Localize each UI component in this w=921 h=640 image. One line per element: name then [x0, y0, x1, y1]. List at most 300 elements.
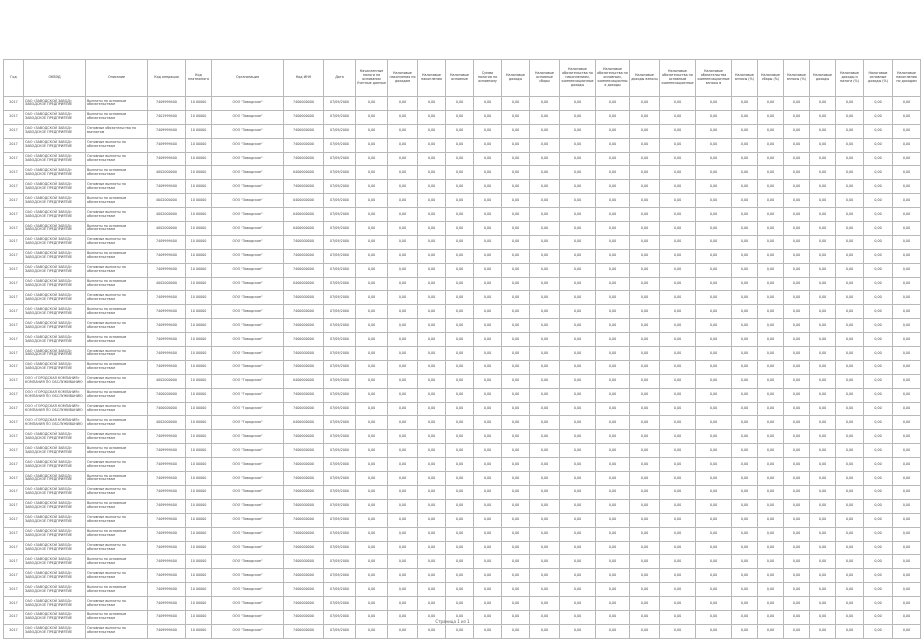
table-cell: 0,00	[530, 194, 560, 208]
table-cell: 0,00	[758, 277, 784, 291]
table-row	[4, 277, 921, 291]
table-cell: ООО "Заводское"	[212, 597, 284, 611]
table-cell: 0,00	[836, 485, 864, 499]
column-header: Налоговые обязательства по накоплениям, компенсационные доходы	[560, 60, 596, 97]
table-cell: Основные выплаты по обязательствам	[86, 402, 148, 416]
table-cell: ОАО «ЗАВОДСКОЙ ЗАВОД» ЗАВОДСКОЕ ПРЕДПРИЯТИЕ	[24, 347, 86, 361]
table-cell: 2017	[4, 610, 24, 624]
table-cell: 0,00	[630, 319, 660, 333]
table-cell: 0,00	[418, 333, 446, 347]
table-cell: ООО "Заводское"	[212, 305, 284, 319]
table-row	[4, 97, 921, 111]
table-cell: 0,00	[530, 430, 560, 444]
table-cell: 7400000000	[284, 249, 324, 263]
table-cell: 0,00	[784, 124, 810, 138]
table-cell: 0,00	[758, 333, 784, 347]
tax-report-table	[3, 59, 921, 639]
table-cell: 7409999400	[148, 583, 186, 597]
table-cell: 0,00	[864, 444, 893, 458]
table-cell: 0,00	[660, 569, 696, 583]
table-cell: ООО "Заводское"	[212, 110, 284, 124]
table-cell: 0,00	[388, 249, 418, 263]
table-cell: 2017	[4, 97, 24, 111]
table-cell: 0,00	[696, 527, 732, 541]
table-cell: 0,00	[630, 374, 660, 388]
table-cell: 0,00	[784, 97, 810, 111]
table-cell: 0400000000	[284, 194, 324, 208]
table-cell: 0,00	[418, 110, 446, 124]
table-cell: 0,00	[893, 485, 921, 499]
table-cell: ОАО «ЗАВОДСКОЙ ЗАВОД» ЗАВОДСКОЕ ПРЕДПРИЯТИЕ	[24, 291, 86, 305]
table-cell: 0,00	[446, 610, 474, 624]
table-cell: 0,00	[560, 110, 596, 124]
table-cell: 0,00	[502, 402, 530, 416]
table-cell: 0,00	[784, 444, 810, 458]
table-cell: 0,00	[530, 305, 560, 319]
table-cell: ООО "Заводское"	[212, 583, 284, 597]
table-cell: 0,00	[530, 208, 560, 222]
table-cell: 0,00	[660, 110, 696, 124]
table-cell: 0,00	[660, 166, 696, 180]
table-cell: 10 00000	[186, 277, 212, 291]
table-cell: 0,00	[758, 583, 784, 597]
table-cell: 0,00	[502, 319, 530, 333]
table-cell: 10 00000	[186, 458, 212, 472]
table-cell: 0,00	[660, 333, 696, 347]
table-cell: 0,00	[784, 485, 810, 499]
table-cell: 0,00	[660, 541, 696, 555]
table-cell: 0,00	[596, 402, 630, 416]
column-header: Налоговые доходы	[502, 60, 530, 97]
table-cell: 0,00	[502, 360, 530, 374]
table-cell: 0,00	[474, 166, 502, 180]
table-cell: 0,00	[530, 472, 560, 486]
table-cell: 0,00	[560, 360, 596, 374]
table-cell: 0,00	[660, 222, 696, 236]
table-cell: 0,00	[696, 110, 732, 124]
table-cell: 10 00000	[186, 152, 212, 166]
table-cell: Выплаты по основным обязательствам	[86, 110, 148, 124]
table-cell: 0,00	[810, 138, 836, 152]
table-cell: 0,00	[732, 235, 758, 249]
table-cell: 0,00	[660, 416, 696, 430]
table-cell: 0,00	[530, 249, 560, 263]
table-cell: Выплаты по основным обязательствам	[86, 222, 148, 236]
table-cell: 0,00	[630, 124, 660, 138]
table-cell: ООО "Заводское"	[212, 485, 284, 499]
table-cell: 0,00	[474, 180, 502, 194]
table-cell: 7400000000	[284, 291, 324, 305]
table-cell: 0,00	[446, 360, 474, 374]
table-cell: 7409999400	[148, 499, 186, 513]
table-cell: 0,00	[784, 555, 810, 569]
table-cell: 0,00	[660, 263, 696, 277]
table-cell: 2017	[4, 333, 24, 347]
table-cell: 0,00	[418, 208, 446, 222]
table-cell: Основные выплаты по обязательствам	[86, 458, 148, 472]
table-cell: ООО "Заводское"	[212, 124, 284, 138]
table-cell: 0,00	[502, 97, 530, 111]
table-cell: 0,00	[418, 485, 446, 499]
table-cell: 07/09/2000	[324, 291, 356, 305]
table-cell: 0,00	[732, 138, 758, 152]
table-cell: 7409999400	[148, 124, 186, 138]
table-cell: 0,00	[560, 180, 596, 194]
table-cell: 0,00	[560, 277, 596, 291]
table-cell: 0,00	[893, 222, 921, 236]
table-cell: 0,00	[784, 194, 810, 208]
table-cell: 0,00	[784, 138, 810, 152]
table-cell: 0,00	[596, 610, 630, 624]
table-cell: 10 00000	[186, 402, 212, 416]
table-cell: 0,00	[356, 291, 388, 305]
table-cell: 0,00	[560, 624, 596, 638]
table-cell: ОАО «ЗАВОДСКОЙ ЗАВОД» ЗАВОДСКОЕ ПРЕДПРИЯТИЕ	[24, 124, 86, 138]
table-cell: 0,00	[446, 333, 474, 347]
table-cell: 0,00	[388, 319, 418, 333]
table-cell: Выплаты по основным обязательствам	[86, 277, 148, 291]
table-cell: 0,00	[446, 138, 474, 152]
table-cell: 0,00	[418, 152, 446, 166]
table-cell: 0,00	[502, 277, 530, 291]
table-cell: 7409999400	[148, 347, 186, 361]
table-cell: 0400000000	[284, 208, 324, 222]
table-cell: 0,00	[696, 374, 732, 388]
table-cell: 0,00	[474, 124, 502, 138]
table-cell: 0,00	[836, 138, 864, 152]
table-cell: 0,00	[696, 277, 732, 291]
table-cell: 0,00	[388, 374, 418, 388]
table-row	[4, 208, 921, 222]
table-cell: 7409999400	[148, 333, 186, 347]
table-cell: 0,00	[630, 138, 660, 152]
table-cell: Выплаты по основным обязательствам	[86, 499, 148, 513]
table-cell: 0400000000	[284, 374, 324, 388]
table-cell: 0,00	[732, 458, 758, 472]
column-header: Год	[4, 60, 24, 97]
table-cell: 7409999400	[148, 249, 186, 263]
table-cell: 0,00	[530, 402, 560, 416]
table-cell: 0,00	[864, 583, 893, 597]
table-cell: 0,00	[474, 319, 502, 333]
column-header: Налоговые накопления по доходам	[388, 60, 418, 97]
table-cell: 0,00	[530, 152, 560, 166]
table-cell: 0,00	[732, 388, 758, 402]
table-cell: 0,00	[630, 499, 660, 513]
table-cell: 0,00	[810, 110, 836, 124]
table-cell: 0,00	[864, 499, 893, 513]
table-cell: Основные выплаты по обязательствам	[86, 597, 148, 611]
table-cell: 0,00	[630, 458, 660, 472]
table-cell: 7409999400	[148, 319, 186, 333]
table-cell: 0,00	[864, 513, 893, 527]
table-cell: ОАО «ЗАВОДСКОЙ ЗАВОД» ЗАВОДСКОЕ ПРЕДПРИЯТИЕ	[24, 166, 86, 180]
table-cell: 10 00000	[186, 347, 212, 361]
table-cell: 0,00	[418, 263, 446, 277]
table-cell: 0,00	[864, 541, 893, 555]
table-cell: 0,00	[388, 499, 418, 513]
table-cell: ООО "Заводское"	[212, 138, 284, 152]
table-cell: 0,00	[356, 555, 388, 569]
table-cell: 0,00	[560, 305, 596, 319]
table-cell: 0,00	[732, 152, 758, 166]
table-cell: 0,00	[864, 569, 893, 583]
table-cell: Основные выплаты по обязательствам	[86, 319, 148, 333]
table-cell: 0,00	[696, 472, 732, 486]
table-cell: 0,00	[530, 610, 560, 624]
table-cell: 0,00	[810, 277, 836, 291]
table-cell: ООО "Городская"	[212, 402, 284, 416]
table-cell: 0,00	[530, 97, 560, 111]
table-cell: 0,00	[474, 222, 502, 236]
table-cell: 7409999400	[148, 485, 186, 499]
table-cell: 0,00	[502, 458, 530, 472]
table-cell: 0,00	[446, 444, 474, 458]
table-cell: 0,00	[836, 180, 864, 194]
table-cell: 0,00	[418, 444, 446, 458]
table-cell: 0,00	[630, 235, 660, 249]
table-cell: 0,00	[758, 249, 784, 263]
table-cell: 0,00	[474, 416, 502, 430]
table-cell: 0,00	[893, 124, 921, 138]
table-cell: 0,00	[356, 97, 388, 111]
table-cell: 0,00	[356, 152, 388, 166]
table-cell: 0,00	[836, 319, 864, 333]
table-cell: 0,00	[418, 124, 446, 138]
table-cell: 0,00	[530, 277, 560, 291]
table-cell: 0,00	[696, 138, 732, 152]
table-cell: 0,00	[810, 527, 836, 541]
table-cell: 0,00	[560, 458, 596, 472]
table-cell: 0,00	[836, 222, 864, 236]
table-cell: 0,00	[784, 249, 810, 263]
table-cell: 0,00	[596, 499, 630, 513]
table-cell: 0,00	[356, 208, 388, 222]
table-cell: 0,00	[836, 513, 864, 527]
table-cell: 7409999400	[148, 263, 186, 277]
table-cell: 2017	[4, 360, 24, 374]
table-cell: ОАО «ЗАВОДСКОЙ ЗАВОД» ЗАВОДСКОЕ ПРЕДПРИЯТИЕ	[24, 110, 86, 124]
table-cell: 0,00	[418, 138, 446, 152]
table-cell: 0,00	[474, 569, 502, 583]
table-cell: 0,00	[630, 347, 660, 361]
table-cell: 0,00	[356, 541, 388, 555]
table-cell: 7409999400	[148, 305, 186, 319]
table-cell: 0,00	[418, 305, 446, 319]
table-cell: 0,00	[758, 222, 784, 236]
table-cell: Основные выплаты по обязательствам	[86, 624, 148, 638]
table-cell: 0,00	[660, 138, 696, 152]
table-cell: 0,00	[864, 180, 893, 194]
table-cell: 0,00	[596, 277, 630, 291]
table-cell: 0,00	[660, 97, 696, 111]
table-cell: 7400000000	[284, 402, 324, 416]
table-cell: ООО «ГОРОДСКАЯ КОМПАНИЯ» КОМПАНИЯ ПО ОБСЛУЖИВАНИЮ	[24, 402, 86, 416]
table-cell: 0,00	[418, 180, 446, 194]
table-cell: 0,00	[446, 624, 474, 638]
table-cell: Основные выплаты по обязательствам	[86, 180, 148, 194]
table-cell: 0,00	[388, 235, 418, 249]
table-cell: Выплаты по основным обязательствам	[86, 472, 148, 486]
table-cell: 0,00	[502, 583, 530, 597]
table-cell: Основные выплаты по обязательствам	[86, 374, 148, 388]
table-cell: 0,00	[864, 416, 893, 430]
table-cell: 0,00	[810, 97, 836, 111]
table-cell: 0,00	[696, 333, 732, 347]
table-cell: 10 00000	[186, 124, 212, 138]
table-cell: 10 00000	[186, 513, 212, 527]
table-cell: 0,00	[502, 555, 530, 569]
table-cell: ОАО «ЗАВОДСКОЙ ЗАВОД» ЗАВОДСКОЕ ПРЕДПРИЯТИЕ	[24, 222, 86, 236]
table-cell: 7400000000	[284, 597, 324, 611]
table-cell: 0,00	[732, 541, 758, 555]
table-cell: 0,00	[732, 597, 758, 611]
table-cell: 0,00	[893, 583, 921, 597]
table-cell: 0,00	[864, 222, 893, 236]
table-cell: 0,00	[810, 305, 836, 319]
table-cell: 0,00	[388, 513, 418, 527]
table-cell: 0,00	[502, 374, 530, 388]
table-cell: ОАО «ЗАВОДСКОЙ ЗАВОД» ЗАВОДСКОЕ ПРЕДПРИЯТИЕ	[24, 360, 86, 374]
table-cell: 0,00	[596, 152, 630, 166]
table-cell: 10 00000	[186, 263, 212, 277]
table-cell: 10 00000	[186, 555, 212, 569]
table-cell: 0,00	[630, 444, 660, 458]
table-cell: 0,00	[388, 360, 418, 374]
table-cell: 0,00	[502, 513, 530, 527]
table-cell: 0,00	[836, 110, 864, 124]
table-cell: 0,00	[474, 333, 502, 347]
table-cell: 0,00	[758, 152, 784, 166]
table-cell: 0,00	[474, 444, 502, 458]
table-cell: 0,00	[784, 569, 810, 583]
table-cell: 0,00	[893, 138, 921, 152]
table-cell: 0,00	[810, 194, 836, 208]
table-cell: 10 00000	[186, 430, 212, 444]
table-cell: 0,00	[810, 541, 836, 555]
table-cell: 0,00	[696, 319, 732, 333]
table-cell: 0,00	[660, 610, 696, 624]
table-cell: 0,00	[388, 485, 418, 499]
table-cell: 0,00	[388, 527, 418, 541]
table-cell: 0,00	[474, 541, 502, 555]
table-cell: 0,00	[446, 416, 474, 430]
table-cell: 0,00	[893, 430, 921, 444]
table-cell: 0,00	[696, 152, 732, 166]
table-cell: 0,00	[418, 194, 446, 208]
table-cell: 0,00	[810, 555, 836, 569]
table-cell: 7400000000	[284, 180, 324, 194]
table-cell: 0,00	[696, 291, 732, 305]
table-cell: 0,00	[530, 166, 560, 180]
table-cell: 0,00	[784, 277, 810, 291]
table-cell: 0,00	[810, 416, 836, 430]
table-cell: 10 00000	[186, 610, 212, 624]
table-cell: 0,00	[630, 541, 660, 555]
table-cell: 0,00	[388, 347, 418, 361]
table-cell: 0,00	[446, 347, 474, 361]
table-cell: 0,00	[502, 541, 530, 555]
table-row	[4, 305, 921, 319]
table-cell: 0,00	[758, 319, 784, 333]
table-cell: 7409999400	[148, 513, 186, 527]
table-cell: 0,00	[530, 444, 560, 458]
table-cell: 0,00	[388, 444, 418, 458]
table-cell: 0,00	[784, 222, 810, 236]
table-cell: 0,00	[893, 388, 921, 402]
table-cell: 0,00	[356, 624, 388, 638]
table-cell: 2017	[4, 416, 24, 430]
table-cell: 0,00	[810, 430, 836, 444]
table-row	[4, 444, 921, 458]
table-cell: 0,00	[836, 583, 864, 597]
column-header: Налоговые обязательства компенсационные взносы в	[696, 60, 732, 97]
column-header: Налоговые накопления по доходам	[893, 60, 921, 97]
table-row	[4, 527, 921, 541]
table-cell: 0,00	[810, 333, 836, 347]
table-cell: 0,00	[388, 138, 418, 152]
table-cell: Выплаты по основным обязательствам	[86, 360, 148, 374]
table-cell: 07/09/2000	[324, 305, 356, 319]
table-cell: 0,00	[596, 166, 630, 180]
table-cell: 0,00	[418, 541, 446, 555]
column-header: Налоговые доходы и налоги (%)	[836, 60, 864, 97]
table-cell: 0,00	[732, 180, 758, 194]
table-cell: 0,00	[446, 541, 474, 555]
table-cell: 0,00	[596, 305, 630, 319]
table-cell: 0,00	[502, 388, 530, 402]
table-cell: 0,00	[836, 305, 864, 319]
table-cell: 0,00	[530, 555, 560, 569]
table-cell: 07/09/2000	[324, 555, 356, 569]
table-cell: ООО "Заводское"	[212, 166, 284, 180]
table-cell: 0,00	[660, 374, 696, 388]
table-cell: 0,00	[446, 152, 474, 166]
table-row	[4, 360, 921, 374]
table-cell: 0,00	[836, 152, 864, 166]
table-cell: 0,00	[474, 527, 502, 541]
table-cell: 0,00	[630, 388, 660, 402]
table-cell: 0,00	[732, 347, 758, 361]
table-cell: 0,00	[446, 458, 474, 472]
table-cell: 0,00	[660, 527, 696, 541]
table-cell: 0,00	[446, 277, 474, 291]
table-cell: 0,00	[893, 624, 921, 638]
table-cell: ООО "Заводское"	[212, 527, 284, 541]
column-header: Описание	[86, 60, 148, 97]
table-cell: 0,00	[502, 166, 530, 180]
table-cell: 4002000000	[148, 208, 186, 222]
table-cell: 2017	[4, 402, 24, 416]
table-cell: 0,00	[660, 485, 696, 499]
table-cell: 7400000000	[284, 472, 324, 486]
table-cell: 0,00	[418, 583, 446, 597]
table-cell: 0,00	[530, 222, 560, 236]
table-cell: 7409999400	[148, 138, 186, 152]
table-cell: 0,00	[474, 347, 502, 361]
table-cell: 0,00	[784, 513, 810, 527]
table-cell: 0,00	[660, 319, 696, 333]
table-cell: 0,00	[418, 388, 446, 402]
table-cell: 0,00	[474, 485, 502, 499]
table-cell: 0,00	[418, 235, 446, 249]
table-cell: 0,00	[732, 444, 758, 458]
table-cell: ООО "Заводское"	[212, 555, 284, 569]
table-row	[4, 249, 921, 263]
table-cell: ОАО «ЗАВОДСКОЙ ЗАВОД» ЗАВОДСКОЕ ПРЕДПРИЯТИЕ	[24, 180, 86, 194]
table-cell: 07/09/2000	[324, 513, 356, 527]
table-cell: Выплаты по основным обязательствам	[86, 555, 148, 569]
